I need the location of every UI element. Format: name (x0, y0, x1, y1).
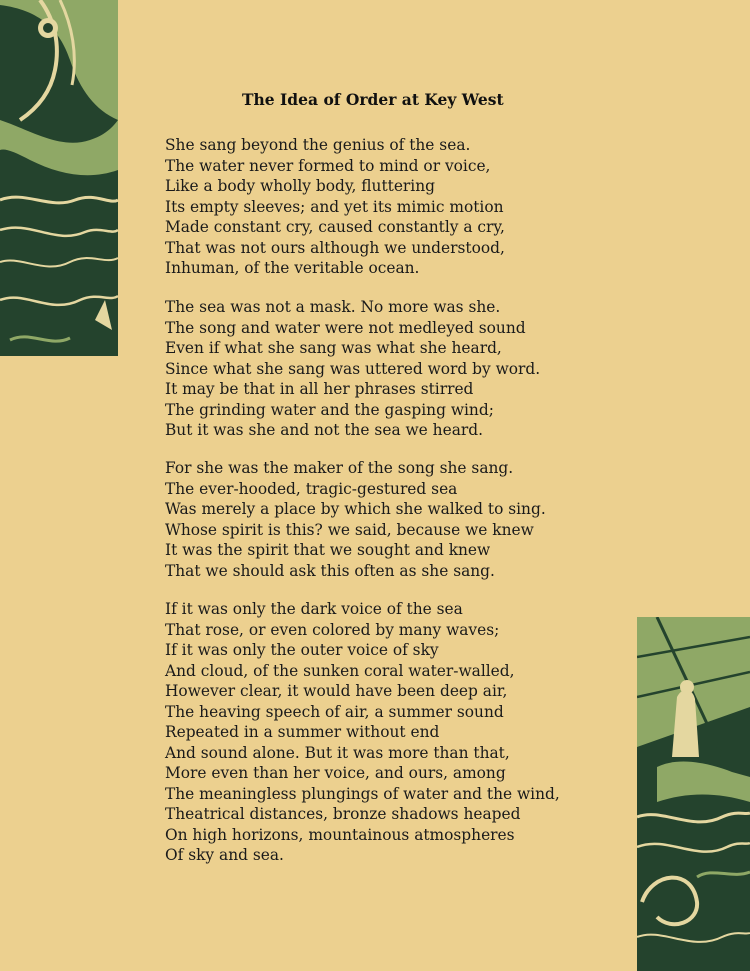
poem-line: The grinding water and the gasping wind; (165, 400, 494, 419)
poem-line: More even than her voice, and ours, among (165, 764, 506, 782)
poem-title: The Idea of Order at Key West (242, 90, 504, 109)
stanza-3 (165, 458, 546, 581)
poem-line: Repeated in a summer without end (165, 723, 440, 741)
poem-line: Whose spirit is this? we said, because we knew (165, 520, 534, 539)
poem-line: Since what she sang was uttered word by word. (165, 359, 541, 378)
stanza-4 (165, 599, 560, 866)
poem-line: It may be that in all her phrases stirred (165, 380, 474, 398)
poem-line: And sound alone. But it was more than that, (165, 743, 510, 762)
poem-line: On high horizons, mountainous atmospheres (165, 825, 515, 844)
poem-line: The water never formed to mind or voice, (165, 156, 491, 175)
stanza-1 (165, 135, 505, 279)
poem-line: She sang beyond the genius of the sea. (165, 136, 471, 154)
woodcut-boat-figure-illustration (637, 617, 750, 971)
poem-line: Inhuman, of the veritable ocean. (165, 259, 420, 277)
poem-line: But it was she and not the sea we heard. (165, 421, 483, 439)
poem-line: The ever-hooded, tragic-gestured sea (165, 479, 458, 498)
poem-line: That we should ask this often as she sang. (165, 561, 495, 580)
poem-line: Was merely a place by which she walked to sing. (165, 500, 546, 518)
poem-line: However clear, it would have been deep air, (165, 682, 508, 700)
poem-line: Its empty sleeves; and yet its mimic motion (165, 197, 504, 216)
stanza-2 (165, 297, 540, 441)
poem-line: If it was only the dark voice of the sea (165, 600, 463, 618)
poem-line: The sea was not a mask. No more was she. (165, 298, 501, 316)
woodcut-ship-prow-illustration (0, 0, 118, 356)
poem-line: And cloud, of the sunken coral water-walled, (165, 661, 515, 680)
poem-line: That was not ours although we understood, (165, 238, 505, 257)
poem-line: That rose, or even colored by many waves; (165, 620, 500, 639)
poem-line: For she was the maker of the song she sang. (165, 459, 514, 477)
poem-line: Made constant cry, caused constantly a cry, (165, 218, 505, 236)
poem-line: Theatrical distances, bronze shadows heaped (165, 805, 521, 823)
poem-line: Of sky and sea. (165, 846, 284, 864)
poem-line: If it was only the outer voice of sky (165, 641, 439, 659)
poem-line: Like a body wholly body, fluttering (165, 177, 435, 195)
poem-line: Even if what she sang was what she heard, (165, 339, 502, 357)
poem-line: The meaningless plungings of water and the wind, (165, 784, 560, 803)
poem-line: The song and water were not medleyed sound (165, 318, 526, 337)
poem-line: The heaving speech of air, a summer sound (165, 702, 504, 721)
poem-line: It was the spirit that we sought and knew (165, 541, 491, 559)
